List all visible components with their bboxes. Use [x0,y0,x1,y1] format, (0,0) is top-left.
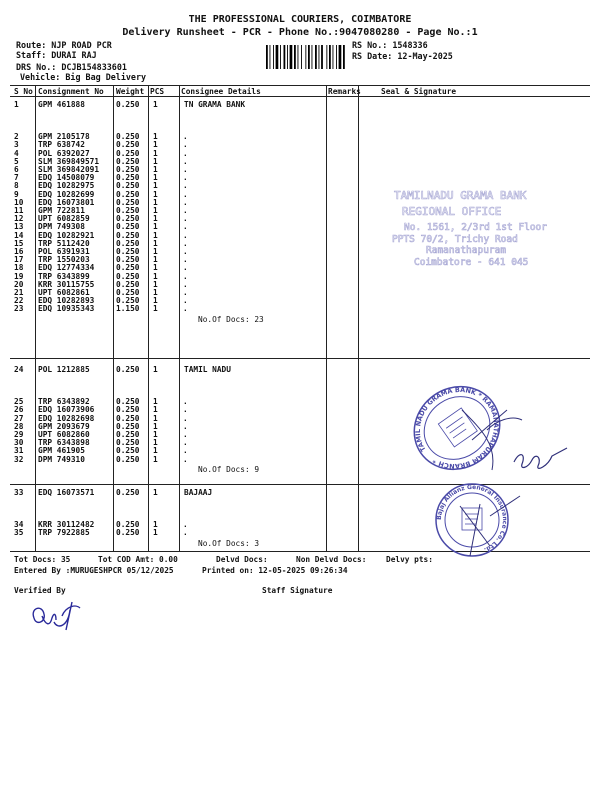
consignee-name: BAJAAJ [184,488,213,497]
col-header-pcs: PCS [150,87,165,96]
row-consignment-no: TRP 6343892 [38,397,90,407]
group-separator [10,358,590,359]
row-consignment-no: SLM 369842091 [38,165,100,174]
row-weight: 0.250 [116,365,140,374]
row-consignment-no: GPM 461905 [38,446,85,456]
row-consignment-no: EDQ 10935343 [38,304,95,314]
row-pcs: 1 [153,165,158,174]
row-weight: 0.250 [116,148,140,158]
barcode-bar [308,45,310,69]
row-pcs: 1 [153,528,158,538]
row-pcs: 1 [153,296,158,306]
staff-signature: Staff Signature [262,586,333,595]
row-consignment-no: EDQ 16073571 [38,488,95,497]
row-consignment-no: EDQ 10282698 [38,413,95,423]
row-weight: 0.250 [116,173,140,183]
col-divider [148,85,149,551]
row-pcs: 1 [153,288,158,297]
row-pcs: 1 [153,421,158,431]
no-of-docs: No.Of Docs: 9 [198,464,260,474]
row-weight: 0.250 [116,296,140,306]
row-consignment-no: SLM 369849571 [38,156,100,166]
col-header-consignee: Consignee Details [181,87,261,96]
row-weight: 0.250 [116,430,140,439]
col-header-sno: S No [14,87,33,96]
row-consignee-dot: . [183,214,188,224]
row-consignee-dot: . [183,148,188,158]
consignee-name: TAMIL NADU [184,365,231,374]
row-pcs: 1 [153,132,158,142]
row-weight: 0.250 [116,214,140,224]
row-consignee-dot: . [183,405,188,415]
row-consignment-no: TRP 7922885 [38,528,90,538]
row-weight: 0.250 [116,189,140,199]
svg-text:TAMILNADU GRAMA BANK: TAMILNADU GRAMA BANK [394,189,527,202]
row-consignee-dot: . [183,189,188,199]
row-sno: 20 [14,279,24,289]
row-consignment-no: POL 1212885 [38,365,90,374]
row-pcs: 1 [153,438,158,448]
row-sno: 24 [14,365,24,374]
barcode-bar [280,45,281,69]
row-sno: 26 [14,405,24,415]
row-sno: 18 [14,263,24,273]
row-consignment-no: EDQ 10282699 [38,189,95,199]
row-consignee-dot: . [183,446,188,456]
row-consignment-no: EDQ 16073801 [38,197,95,207]
row-weight: 0.250 [116,255,140,265]
row-sno: 28 [14,421,24,431]
barcode-bar [287,45,288,69]
col-header-seal: Seal & Signature [381,87,457,96]
barcode [266,45,346,69]
col-header-weight: Weight [116,87,145,96]
row-weight: 0.250 [116,405,140,415]
barcode-bar [294,45,296,69]
row-sno: 15 [14,238,24,248]
row-sno: 5 [14,156,19,166]
row-weight: 0.250 [116,438,140,448]
row-sno: 12 [14,214,24,224]
staff: Staff: DURAI RAJ [16,50,97,60]
company-title: THE PROFESSIONAL COURIERS, COIMBATORE [188,14,412,25]
row-weight: 0.250 [116,230,140,240]
row-weight: 0.250 [116,528,140,538]
row-pcs: 1 [153,365,158,374]
row-consignee-dot: . [183,454,188,464]
row-consignment-no: DPM 749308 [38,222,85,232]
row-sno: 29 [14,430,24,439]
row-consignee-dot: . [183,520,188,530]
row-sno: 16 [14,247,24,256]
row-weight: 0.250 [116,140,140,150]
row-weight: 0.250 [116,454,140,464]
row-sno: 7 [14,173,19,183]
entered-by: Entered By :MURUGESHPCR 05/12/2025 [14,566,174,575]
barcode-bar [343,45,345,69]
row-pcs: 1 [153,271,158,281]
row-pcs: 1 [153,454,158,464]
col-header-remarks: Remarks [328,87,361,96]
row-weight: 0.250 [116,421,140,431]
row-weight: 0.250 [116,488,140,497]
row-consignment-no: TRP 5112420 [38,238,90,248]
row-consignment-no: GPM 2093679 [38,421,90,431]
row-weight: 0.250 [116,271,140,281]
row-consignee-dot: . [183,430,188,439]
rs-no: RS No.: 1548336 [352,40,428,50]
row-consignee-dot: . [183,181,188,191]
no-of-docs: No.Of Docs: 3 [198,538,260,548]
tot-cod: Tot COD Amt: 0.00 [98,555,178,564]
row-consignment-no: POL 6391931 [38,247,90,256]
row-weight: 1.150 [116,304,140,314]
row-pcs: 1 [153,156,158,166]
row-pcs: 1 [153,238,158,248]
row-weight: 0.250 [116,446,140,456]
verified-signature [28,596,88,636]
row-sno: 2 [14,132,19,142]
row-weight: 0.250 [116,165,140,174]
row-consignment-no: TRP 638742 [38,140,85,150]
svg-text:TAMIL NADU GRAMA BANK * RAMANA [402,370,517,487]
row-consignee-dot: . [183,238,188,248]
row-consignee-dot: . [183,140,188,150]
row-weight: 0.250 [116,288,140,297]
row-consignee-dot: . [183,271,188,281]
row-consignment-no: EDQ 10282975 [38,181,95,191]
row-weight: 0.250 [116,520,140,530]
row-sno: 35 [14,528,24,538]
barcode-bar [321,45,323,69]
row-consignment-no: EDQ 10282921 [38,230,95,240]
row-weight: 0.250 [116,263,140,273]
col-divider [326,85,327,551]
row-consignment-no: TRP 1550203 [38,255,90,265]
row-pcs: 1 [153,488,158,497]
row-weight: 0.250 [116,247,140,256]
row-consignment-no: UPT 6082859 [38,214,90,224]
row-sno: 21 [14,288,24,297]
barcode-bar [329,45,331,69]
row-consignee-dot: . [183,413,188,423]
row-consignment-no: GPM 722811 [38,206,85,215]
row-consignee-dot: . [183,255,188,265]
svg-text:PPTS 70/2, Trichy Road: PPTS 70/2, Trichy Road [392,234,518,245]
drs-no: DRS No.: DCJB154833601 [16,62,127,72]
row-consignee-dot: . [183,421,188,431]
row-consignee-dot: . [183,263,188,273]
row-pcs: 1 [153,140,158,150]
row-sno: 11 [14,206,24,215]
col-divider [35,85,36,551]
runsheet-title: Delivery Runsheet - PCR - Phone No.:9047080280 - Page No.:1 [122,27,478,38]
vehicle: Vehicle: Big Bag Delivery [20,72,147,82]
round-bank-seal [402,370,582,490]
verified-by: Verified By [14,586,66,595]
row-sno: 30 [14,438,24,448]
row-consignee-dot: . [183,165,188,174]
no-of-docs: No.Of Docs: 23 [198,314,264,324]
svg-text:Coimbatore - 641 045: Coimbatore - 641 045 [414,257,529,266]
row-consignment-no: DPM 749310 [38,454,85,464]
row-sno: 22 [14,296,24,306]
barcode-bar [333,45,334,69]
row-sno: 23 [14,304,24,314]
row-sno: 13 [14,222,24,232]
row-sno: 9 [14,189,19,199]
barcode-bar [319,45,320,69]
row-consignee-dot: . [183,288,188,297]
row-sno: 17 [14,255,24,265]
row-consignment-no: UPT 6082860 [38,430,90,439]
row-sno: 14 [14,230,24,240]
printed-on: Printed on: 12-05-2025 09:26:34 [202,566,348,575]
barcode-bar [336,45,337,69]
barcode-bar [298,45,299,69]
col-divider [358,85,359,551]
row-consignment-no: EDQ 14508079 [38,173,95,183]
row-consignee-dot: . [183,304,188,314]
row-pcs: 1 [153,430,158,439]
row-weight: 0.250 [116,222,140,232]
row-weight: 0.250 [116,197,140,207]
row-pcs: 1 [153,189,158,199]
svg-text:Ramanathapuram: Ramanathapuram [426,245,507,256]
row-consignment-no: POL 6392027 [38,148,90,158]
svg-text:No. 1561, 2/3rd 1st Floor: No. 1561, 2/3rd 1st Floor [404,222,547,233]
row-consignee-dot: . [183,132,188,142]
row-sno: 4 [14,148,19,158]
row-consignee-dot: . [183,528,188,538]
row-pcs: 1 [153,148,158,158]
barcode-bar [305,45,306,69]
row-pcs: 1 [153,255,158,265]
row-consignment-no: GPM 2105178 [38,132,90,142]
barcode-bar [312,45,313,69]
row-sno: 33 [14,488,24,497]
row-consignment-no: GPM 461888 [38,100,85,109]
row-consignment-no: TRP 6343898 [38,438,90,448]
route: Route: NJP ROAD PCR [16,40,112,50]
row-pcs: 1 [153,214,158,224]
row-consignee-dot: . [183,247,188,256]
row-sno: 32 [14,454,24,464]
row-pcs: 1 [153,520,158,530]
row-pcs: 1 [153,279,158,289]
col-divider [113,85,114,551]
row-pcs: 1 [153,247,158,256]
consignee-name: TN GRAMA BANK [184,100,246,109]
table-header-rule [10,96,590,97]
row-pcs: 1 [153,405,158,415]
barcode-bar [290,45,293,69]
row-consignee-dot: . [183,397,188,407]
row-weight: 0.250 [116,181,140,191]
row-consignment-no: KRR 30112482 [38,520,95,530]
non-delvd-docs: Non Delvd Docs: [296,555,367,564]
row-sno: 6 [14,165,19,174]
row-consignee-dot: . [183,296,188,306]
row-consignee-dot: . [183,230,188,240]
row-consignee-dot: . [183,173,188,183]
row-pcs: 1 [153,230,158,240]
row-weight: 0.250 [116,413,140,423]
row-pcs: 1 [153,181,158,191]
row-sno: 27 [14,413,24,423]
row-weight: 0.250 [116,279,140,289]
barcode-bar [276,45,279,69]
row-consignee-dot: . [183,222,188,232]
table-top-rule [10,85,590,86]
bajaj-seal [420,476,560,566]
row-weight: 0.250 [116,206,140,215]
row-weight: 0.250 [116,397,140,407]
row-pcs: 1 [153,173,158,183]
row-sno: 34 [14,520,24,530]
row-consignment-no: UPT 6082861 [38,288,90,297]
row-sno: 31 [14,446,24,456]
row-pcs: 1 [153,413,158,423]
barcode-bar [266,45,268,69]
row-consignment-no: EDQ 16073906 [38,405,95,415]
barcode-bar [270,45,271,69]
barcode-bar [315,45,317,69]
row-consignment-no: KRR 30115755 [38,279,95,289]
tot-docs: Tot Docs: 35 [14,555,71,564]
row-weight: 0.250 [116,100,140,109]
delvy-pts: Delvy pts: [386,555,433,564]
row-pcs: 1 [153,100,158,109]
barcode-bar [301,45,302,69]
barcode-bar [273,45,274,69]
row-consignee-dot: . [183,279,188,289]
row-sno: 3 [14,140,19,150]
row-sno: 8 [14,181,19,191]
barcode-bar [339,45,342,69]
bajaj-seal-text: Bajaj Allianz General Insurance Co. Ltd. [435,483,509,554]
row-consignment-no: EDQ 12774334 [38,263,95,273]
row-consignee-dot: . [183,156,188,166]
row-pcs: 1 [153,222,158,232]
row-consignee-dot: . [183,438,188,448]
row-sno: 10 [14,197,24,207]
row-sno: 19 [14,271,24,281]
rs-date: RS Date: 12-May-2025 [352,51,453,61]
row-weight: 0.250 [116,238,140,248]
row-pcs: 1 [153,397,158,407]
row-consignee-dot: . [183,206,188,215]
row-weight: 0.250 [116,156,140,166]
delvd-docs: Delvd Docs: [216,555,268,564]
row-weight: 0.250 [116,132,140,142]
row-pcs: 1 [153,304,158,314]
barcode-bar [284,45,286,69]
round-seal-text: TAMIL NADU GRAMA BANK * RAMANATHAPURAM BRANCH * [413,385,501,471]
bank-office-seal [392,186,592,266]
barcode-bar [326,45,327,69]
row-pcs: 1 [153,206,158,215]
row-pcs: 1 [153,197,158,207]
col-header-consignment: Consignment No [38,87,104,96]
svg-text:REGIONAL OFFICE: REGIONAL OFFICE [402,205,502,218]
row-sno: 1 [14,100,19,109]
col-divider [179,85,180,551]
row-pcs: 1 [153,263,158,273]
row-pcs: 1 [153,446,158,456]
row-consignment-no: EDQ 10282893 [38,296,95,306]
row-consignment-no: TRP 6343899 [38,271,90,281]
row-consignee-dot: . [183,197,188,207]
row-sno: 25 [14,397,24,407]
